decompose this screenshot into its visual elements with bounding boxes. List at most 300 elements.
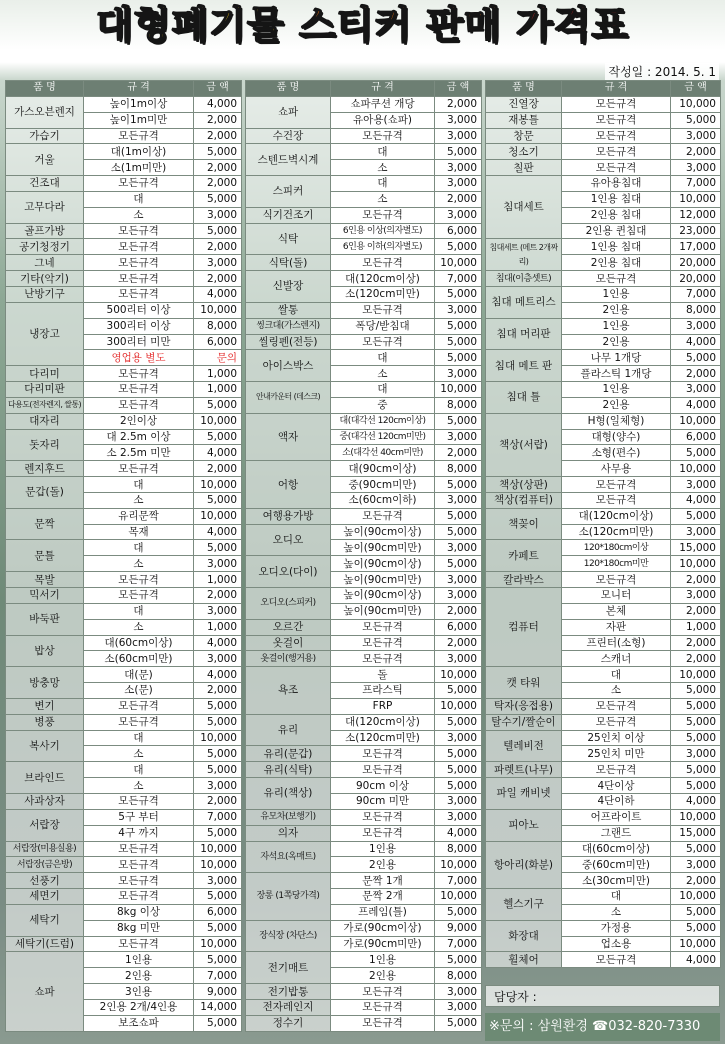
item-price: 3,000 <box>194 778 242 794</box>
item-price: 5,000 <box>671 841 721 857</box>
item-price: 4,000 <box>671 492 721 508</box>
item-name: 세면기 <box>6 889 84 905</box>
item-price: 7,000 <box>435 936 482 952</box>
item-name: 방충망 <box>6 667 84 699</box>
table-row <box>246 508 482 524</box>
item-spec: 중 <box>331 397 435 413</box>
item-spec: 모든규격 <box>84 239 194 255</box>
item-spec: 폭당/받침대 <box>331 318 435 334</box>
table-row <box>6 762 242 778</box>
item-spec: 모든규격 <box>562 96 671 112</box>
item-price: 5,000 <box>194 191 242 207</box>
item-spec: 목재 <box>84 524 194 540</box>
table-row <box>486 588 721 604</box>
item-name: 서랍장(금은방) <box>6 857 84 873</box>
item-spec: 모든규격 <box>331 651 435 667</box>
item-price: 5,000 <box>194 714 242 730</box>
item-price: 5,000 <box>435 714 482 730</box>
item-name: 유리(식탁) <box>246 762 331 778</box>
item-spec: 유아용침대 <box>562 176 671 192</box>
item-price: 20,000 <box>671 255 721 271</box>
table-row <box>486 477 721 493</box>
item-spec: 6인용 이하(의자별도) <box>331 239 435 255</box>
item-spec: 높이(90cm이상) <box>331 524 435 540</box>
item-price: 2,000 <box>671 366 721 382</box>
item-spec: 소 <box>84 746 194 762</box>
item-spec: 500리터 이상 <box>84 302 194 318</box>
item-name: 액자 <box>246 413 331 461</box>
item-name: 칠판 <box>486 160 562 176</box>
item-name: 목발 <box>6 572 84 588</box>
item-price: 4,000 <box>671 397 721 413</box>
item-price: 8,000 <box>435 461 482 477</box>
header-cell: 규 격 <box>331 81 435 97</box>
item-spec: 높이(90cm이상) <box>331 556 435 572</box>
item-name: 칼라박스 <box>486 572 562 588</box>
table-row <box>486 667 721 683</box>
item-spec: 자판 <box>562 619 671 635</box>
item-price: 8,000 <box>435 968 482 984</box>
item-name: 의자 <box>246 825 331 841</box>
item-price: 3,000 <box>194 207 242 223</box>
item-spec: 모든규격 <box>84 271 194 287</box>
item-spec: 소 <box>562 683 671 699</box>
item-name: 병풍 <box>6 714 84 730</box>
item-name: 식기건조기 <box>246 207 331 223</box>
item-spec: 모든규격 <box>84 841 194 857</box>
item-price: 3,000 <box>671 318 721 334</box>
item-spec: 모든규격 <box>562 762 671 778</box>
item-spec: 4단이하 <box>562 793 671 809</box>
item-price: 5,000 <box>194 762 242 778</box>
item-price: 2,000 <box>435 635 482 651</box>
item-spec: 모든규격 <box>331 207 435 223</box>
item-name: 침대 메트 판 <box>486 350 562 382</box>
item-spec: 2인용 2개/4인용 <box>84 999 194 1015</box>
item-name: 고무다라 <box>6 191 84 223</box>
item-price: 5,000 <box>671 508 721 524</box>
item-price: 5,000 <box>435 318 482 334</box>
item-price: 3,000 <box>671 857 721 873</box>
item-price: 10,000 <box>671 936 721 952</box>
item-spec: 모든규격 <box>331 334 435 350</box>
item-spec: 25인치 이상 <box>562 730 671 746</box>
item-spec: 모든규격 <box>562 112 671 128</box>
item-spec: 모든규격 <box>84 572 194 588</box>
item-spec: 대 <box>331 176 435 192</box>
table-row <box>246 999 482 1015</box>
item-spec: 모든규격 <box>331 746 435 762</box>
item-spec: 120*180cm이상 <box>562 540 671 556</box>
item-spec: 대 <box>84 762 194 778</box>
table-row <box>6 366 242 382</box>
price-table-3 <box>485 80 721 968</box>
item-name: 씽크대(가스렌지) <box>246 318 331 334</box>
item-price: 3,000 <box>671 746 721 762</box>
table-row <box>486 350 721 366</box>
header-cell: 품 명 <box>6 81 84 97</box>
item-spec: 6인용 이상(의자별도) <box>331 223 435 239</box>
item-price: 1,000 <box>194 572 242 588</box>
item-name: 침대(이층셋트) <box>486 271 562 287</box>
table-row <box>486 730 721 746</box>
item-name: 화장대 <box>486 920 562 952</box>
item-price: 5,000 <box>671 904 721 920</box>
table-row <box>6 271 242 287</box>
item-price: 10,000 <box>435 255 482 271</box>
item-name: 냉장고 <box>6 302 84 365</box>
item-price: 2,000 <box>194 683 242 699</box>
item-name: 변기 <box>6 698 84 714</box>
item-name: 문짝 <box>6 508 84 540</box>
item-price: 5,000 <box>435 746 482 762</box>
item-price: 5,000 <box>435 477 482 493</box>
table-row <box>246 96 482 112</box>
item-spec: 90cm 이상 <box>331 778 435 794</box>
table-row <box>246 635 482 651</box>
item-price: 5,000 <box>435 904 482 920</box>
item-spec: 대 <box>331 144 435 160</box>
item-price: 7,000 <box>194 968 242 984</box>
item-name: 난방기구 <box>6 286 84 302</box>
item-spec: 높이1m미만 <box>84 112 194 128</box>
item-price: 10,000 <box>194 936 242 952</box>
item-price: 10,000 <box>194 302 242 318</box>
item-price: 2,000 <box>194 112 242 128</box>
table-row <box>6 873 242 889</box>
item-spec: 본체 <box>562 603 671 619</box>
item-spec: 업소용 <box>562 936 671 952</box>
item-name: 오르간 <box>246 619 331 635</box>
manager-label: 담당자 : <box>485 985 720 1007</box>
table-row <box>6 857 242 873</box>
item-name: 유리(책상) <box>246 778 331 810</box>
item-name: 침대 머리판 <box>486 318 562 350</box>
item-name: 다용도(전자렌지, 쌀통) <box>6 397 84 413</box>
item-spec: 1인용 <box>331 841 435 857</box>
item-name: 건조대 <box>6 176 84 192</box>
item-price: 3,000 <box>435 793 482 809</box>
item-price: 2,000 <box>435 96 482 112</box>
item-spec: 대 <box>84 477 194 493</box>
item-spec: 문짝 1개 <box>331 873 435 889</box>
item-name: 서랍장(미용실용) <box>6 841 84 857</box>
item-name: 책상(상판) <box>486 477 562 493</box>
item-name: 장롱 (1쪽당가격) <box>246 873 331 921</box>
item-price: 10,000 <box>435 889 482 905</box>
item-spec: 모든규격 <box>331 825 435 841</box>
item-name: 다리미 <box>6 366 84 382</box>
table-row <box>486 920 721 936</box>
item-price: 5,000 <box>194 223 242 239</box>
item-price: 2,000 <box>671 651 721 667</box>
item-name: 사과상자 <box>6 793 84 809</box>
item-price: 9,000 <box>194 984 242 1000</box>
item-spec: 4구 까지 <box>84 825 194 841</box>
item-price: 5,000 <box>435 239 482 255</box>
item-spec: 영업용 별도 <box>84 350 194 366</box>
item-price: 7,000 <box>435 271 482 287</box>
item-spec: 소(120cm미만) <box>331 286 435 302</box>
price-table-1 <box>5 80 242 1032</box>
table-row <box>246 778 482 794</box>
header-cell: 금 액 <box>194 81 242 97</box>
item-price: 10,000 <box>194 413 242 429</box>
item-name: 브라인드 <box>6 762 84 794</box>
item-price: 10,000 <box>435 382 482 398</box>
item-price: 문의 <box>194 350 242 366</box>
table-row <box>6 477 242 493</box>
item-spec: 소 <box>84 619 194 635</box>
table-row <box>486 492 721 508</box>
item-name: 골프가방 <box>6 223 84 239</box>
item-spec: 대 <box>562 889 671 905</box>
item-name: 침대 메트리스 <box>486 286 562 318</box>
item-name: 문틀 <box>6 540 84 572</box>
table-row <box>246 667 482 683</box>
item-spec: 사무용 <box>562 461 671 477</box>
item-name: 서랍장 <box>6 809 84 841</box>
item-price: 5,000 <box>194 397 242 413</box>
item-name: 거울 <box>6 144 84 176</box>
item-name: 침대세트 (메트 2개짜리) <box>486 239 562 271</box>
item-spec: 8kg 이상 <box>84 904 194 920</box>
item-price: 4,000 <box>194 445 242 461</box>
item-price: 10,000 <box>194 508 242 524</box>
item-spec: 모든규격 <box>562 271 671 287</box>
item-spec: 90cm 미만 <box>331 793 435 809</box>
item-spec: 모든규격 <box>84 286 194 302</box>
table-row <box>246 714 482 730</box>
item-price: 5,000 <box>435 1015 482 1031</box>
item-spec: 중(90cm미만) <box>331 477 435 493</box>
item-price: 12,000 <box>671 207 721 223</box>
item-price: 4,000 <box>671 334 721 350</box>
table-row <box>486 778 721 794</box>
item-price: 5,000 <box>435 413 482 429</box>
table-row <box>486 413 721 429</box>
table-row <box>246 588 482 604</box>
item-price: 2,000 <box>194 461 242 477</box>
item-price: 2,000 <box>435 445 482 461</box>
item-price: 5,000 <box>194 920 242 936</box>
item-price: 1,000 <box>194 382 242 398</box>
table-row <box>486 841 721 857</box>
item-spec: 3인용 <box>84 984 194 1000</box>
item-name: 유리(문갑) <box>246 746 331 762</box>
item-name: 대자리 <box>6 413 84 429</box>
item-name: 공기청정기 <box>6 239 84 255</box>
item-price: 2,000 <box>194 271 242 287</box>
table-row <box>246 350 482 366</box>
table-row <box>246 255 482 271</box>
item-spec: 소(120cm미만) <box>331 730 435 746</box>
item-spec: 가정용 <box>562 920 671 936</box>
item-price: 4,000 <box>194 524 242 540</box>
table-row <box>486 239 721 255</box>
table-row <box>246 841 482 857</box>
item-price: 3,000 <box>435 651 482 667</box>
item-price: 4,000 <box>194 635 242 651</box>
item-spec: 1인용 <box>84 952 194 968</box>
item-spec: 유아용(쇼파) <box>331 112 435 128</box>
item-name: 어항 <box>246 461 331 509</box>
item-spec: 1인용 <box>562 286 671 302</box>
item-name: 그네 <box>6 255 84 271</box>
item-name: 돗자리 <box>6 429 84 461</box>
table-row <box>486 271 721 287</box>
item-name: 옷걸이(행거용) <box>246 651 331 667</box>
item-name: 자석요(옥매트) <box>246 841 331 873</box>
table-row <box>486 952 721 968</box>
item-spec: 가로(90cm이상) <box>331 920 435 936</box>
item-price: 10,000 <box>671 96 721 112</box>
item-spec: 모든규격 <box>331 255 435 271</box>
item-price: 10,000 <box>671 556 721 572</box>
table-row <box>486 318 721 334</box>
item-name: 쌀통 <box>246 302 331 318</box>
item-spec: 모든규격 <box>84 857 194 873</box>
item-spec: 대 <box>562 667 671 683</box>
item-price: 2,000 <box>194 588 242 604</box>
item-price: 3,000 <box>435 572 482 588</box>
item-spec: 소 <box>84 778 194 794</box>
item-price: 5,000 <box>671 683 721 699</box>
table-row <box>246 952 482 968</box>
item-name: 안내카운터 (데스크) <box>246 382 331 414</box>
item-spec: 모니터 <box>562 588 671 604</box>
title-part-1: 대형폐기물 <box>96 3 285 47</box>
item-spec: 소(60cm이하) <box>331 492 435 508</box>
item-spec: 스캐너 <box>562 651 671 667</box>
item-name: 옷걸이 <box>246 635 331 651</box>
item-spec: 모든규격 <box>331 508 435 524</box>
item-spec: 2인용 침대 <box>562 207 671 223</box>
item-name: 유모차(보행기) <box>246 809 331 825</box>
item-spec: 모든규격 <box>562 698 671 714</box>
item-price: 7,000 <box>671 286 721 302</box>
item-name: 재봉틀 <box>486 112 562 128</box>
item-price: 2,000 <box>671 873 721 889</box>
item-spec: 모든규격 <box>84 714 194 730</box>
item-price: 5,000 <box>194 746 242 762</box>
item-name: 오디오 <box>246 524 331 556</box>
item-spec: 모든규격 <box>562 477 671 493</box>
item-spec: 어프라이트 <box>562 809 671 825</box>
item-spec: 모든규격 <box>84 793 194 809</box>
item-price: 3,000 <box>435 588 482 604</box>
item-spec: 2인용 <box>331 857 435 873</box>
table-row <box>486 508 721 524</box>
item-price: 5,000 <box>435 334 482 350</box>
table-row <box>6 635 242 651</box>
item-spec: 대(문) <box>84 667 194 683</box>
table-row <box>246 461 482 477</box>
item-spec: FRP <box>331 698 435 714</box>
item-name: 헬스기구 <box>486 889 562 921</box>
item-name: 밥상 <box>6 635 84 667</box>
header-cell: 규 격 <box>562 81 671 97</box>
item-name: 가스오븐렌지 <box>6 96 84 128</box>
table-row <box>486 698 721 714</box>
item-spec: 25인치 미만 <box>562 746 671 762</box>
item-spec: 가로(90cm미만) <box>331 936 435 952</box>
item-spec: 1인용 <box>562 382 671 398</box>
item-spec: 문짝 2개 <box>331 889 435 905</box>
item-price: 2,000 <box>671 572 721 588</box>
item-spec: 대 <box>84 730 194 746</box>
table-row <box>246 176 482 192</box>
table-row <box>6 176 242 192</box>
item-price: 3,000 <box>194 603 242 619</box>
item-price: 6,000 <box>194 334 242 350</box>
item-spec: 300리터 이상 <box>84 318 194 334</box>
item-name: 가습기 <box>6 128 84 144</box>
item-price: 3,000 <box>435 492 482 508</box>
item-spec: 대(120cm이상) <box>331 714 435 730</box>
item-spec: 플라스틱 1개당 <box>562 366 671 382</box>
item-spec: 유리문짝 <box>84 508 194 524</box>
item-name: 복사기 <box>6 730 84 762</box>
table-row <box>246 746 482 762</box>
item-price: 5,000 <box>671 762 721 778</box>
table-row <box>6 904 242 920</box>
table-row <box>6 461 242 477</box>
item-name: 오디오(스피커) <box>246 588 331 620</box>
item-name: 탈수기/짤순이 <box>486 714 562 730</box>
item-price: 5,000 <box>194 698 242 714</box>
table-row <box>246 302 482 318</box>
item-spec: 2인용 <box>562 302 671 318</box>
item-spec: 모든규격 <box>331 809 435 825</box>
item-spec: 대형(양수) <box>562 429 671 445</box>
item-price: 5,000 <box>671 445 721 461</box>
table-row <box>246 524 482 540</box>
item-price: 10,000 <box>671 413 721 429</box>
table-row <box>246 873 482 889</box>
item-price: 5,000 <box>671 920 721 936</box>
item-name: 책상(컴퓨터) <box>486 492 562 508</box>
item-spec: 대 2.5m 이상 <box>84 429 194 445</box>
table-row <box>6 397 242 413</box>
item-spec: 소 2.5m 미만 <box>84 445 194 461</box>
table-row <box>246 271 482 287</box>
item-spec: 5구 부터 <box>84 809 194 825</box>
item-spec: 모든규격 <box>331 619 435 635</box>
table-row <box>246 619 482 635</box>
item-spec: 대(1m이상) <box>84 144 194 160</box>
item-price: 8,000 <box>435 397 482 413</box>
table-row <box>486 540 721 556</box>
item-price: 2,000 <box>671 603 721 619</box>
item-price: 15,000 <box>671 825 721 841</box>
item-price: 5,000 <box>194 429 242 445</box>
item-spec: 모든규격 <box>84 873 194 889</box>
item-name: 정수기 <box>246 1015 331 1031</box>
item-price: 3,000 <box>435 366 482 382</box>
item-spec: 2인이상 <box>84 413 194 429</box>
item-name: 탁자(응접용) <box>486 698 562 714</box>
item-spec: 모든규격 <box>562 492 671 508</box>
item-price: 3,000 <box>435 112 482 128</box>
item-spec: 그랜드 <box>562 825 671 841</box>
item-spec: 소 <box>331 366 435 382</box>
table-row <box>6 698 242 714</box>
item-name: 아이스박스 <box>246 350 331 382</box>
item-name: 식탁 <box>246 223 331 255</box>
item-price: 2,000 <box>435 191 482 207</box>
item-spec: 소(1m미만) <box>84 160 194 176</box>
